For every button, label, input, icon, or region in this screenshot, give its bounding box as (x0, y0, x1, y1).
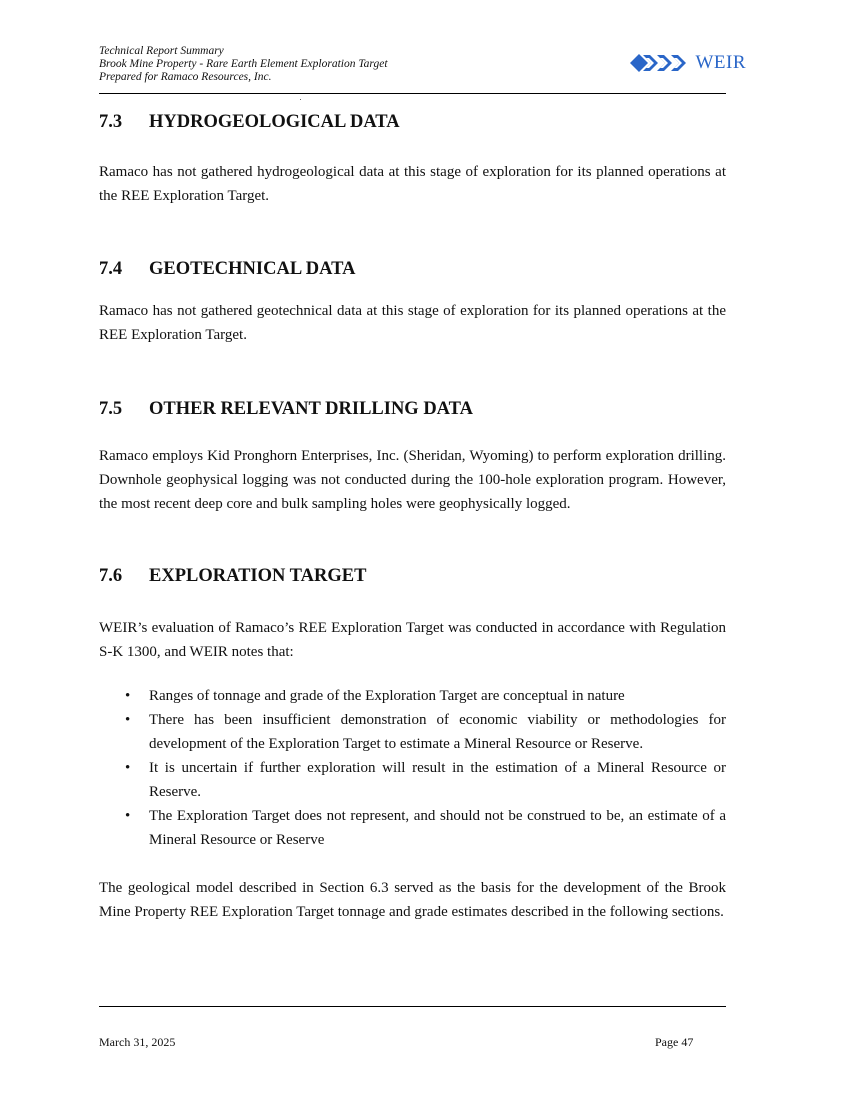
weir-chevrons-icon (630, 52, 694, 74)
footer-date: March 31, 2025 (99, 1035, 176, 1049)
section-title: HYDROGEOLOGICAL DATA (149, 112, 400, 132)
logo-text: WEIR (695, 52, 746, 73)
page-number: Page 47 (655, 1035, 694, 1049)
section-title: OTHER RELEVANT DRILLING DATA (149, 399, 473, 419)
heading-7-3 (99, 112, 400, 133)
page-header (99, 45, 746, 94)
list-item: • It is uncertain if further exploration will result in the estimation of a Mineral Resource or Reserve. (99, 756, 726, 804)
footer-divider (99, 1006, 726, 1007)
heading-7-4 (99, 259, 355, 280)
section-title: GEOTECHNICAL DATA (149, 259, 356, 279)
list-item: • Ranges of tonnage and grade of the Exploration Target are conceptual in nature (99, 684, 726, 708)
header-text (99, 45, 388, 84)
bullet-icon: • (125, 688, 131, 704)
stray-dot (300, 99, 301, 100)
section-number: 7.4 (99, 259, 123, 279)
header-line-1: Technical Report Summary (99, 45, 224, 57)
weir-logo (630, 52, 746, 74)
section-number: 7.5 (99, 399, 123, 419)
paragraph-closing: The geological model described in Section 6.3 served as the basis for the development of the Brook Mine Property REE Exploration Target tonnage and grade estimates described in the following sections. (99, 880, 726, 920)
bullet-icon: • (125, 760, 131, 776)
section-number: 7.3 (99, 112, 123, 132)
header-line-2: Brook Mine Property - Rare Earth Element Exploration Target (99, 58, 388, 70)
paragraph-hydrogeological: Ramaco has not gathered hydrogeological data at this stage of exploration for its planned operations at the REE Exploration Target. (99, 164, 726, 204)
heading-7-5 (99, 399, 473, 420)
list-item: • The Exploration Target does not represent, and should not be construed to be, an estimate of a Mineral Resource or Reserve (99, 804, 726, 852)
heading-7-6 (99, 566, 366, 587)
section-number: 7.6 (99, 566, 123, 586)
section-title: EXPLORATION TARGET (149, 566, 367, 586)
paragraph-geotechnical: Ramaco has not gathered geotechnical data at this stage of exploration for its planned operations at the REE Exploration Target. (99, 303, 726, 343)
bullet-icon: • (125, 808, 131, 824)
header-line-3: Prepared for Ramaco Resources, Inc. (99, 71, 272, 83)
paragraph-exploration-target: WEIR’s evaluation of Ramaco’s REE Exploration Target was conducted in accordance with Regulation S-K 1300, and WEIR notes that: (99, 620, 726, 660)
bullet-icon: • (125, 712, 131, 728)
paragraph-drilling: Ramaco employs Kid Pronghorn Enterprises, Inc. (Sheridan, Wyoming) to perform exploration drilling. Downhole geophysical logging was not conducted during the 100-hole exploration program. However, the most recent deep core and bulk sampling holes were geophysically logged. (99, 448, 726, 512)
list-item: • There has been insufficient demonstration of economic viability or methodologies for development of the Exploration Target to estimate a Mineral Resource or Reserve. (99, 708, 726, 756)
notes-list (99, 684, 726, 852)
